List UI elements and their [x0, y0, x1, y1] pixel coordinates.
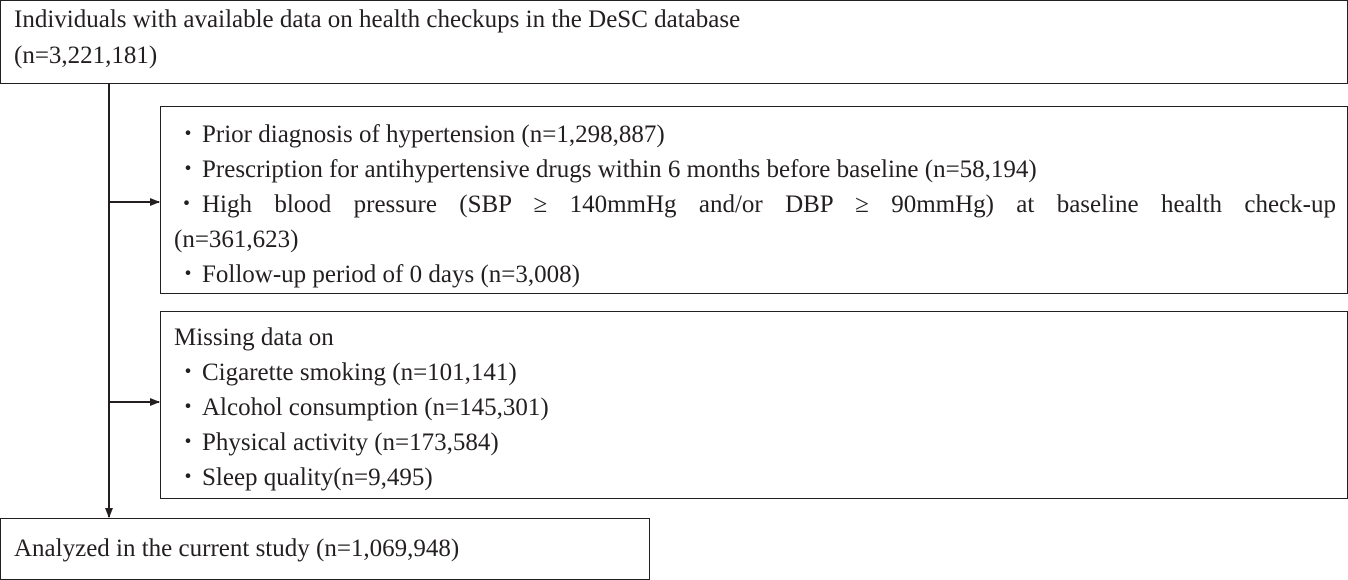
analyzed-population-text: Analyzed in the current study (n=1,069,948): [14, 535, 460, 562]
source-population-box: [0, 0, 1348, 84]
source-population-title: Individuals with available data on health checkups in the DeSC database: [14, 6, 741, 33]
missing-data-item: ・Alcohol consumption (n=145,301): [175, 394, 549, 421]
exclusion-item: ・Prescription for antihypertensive drugs within 6 months before baseline (n=58,194): [175, 156, 1037, 183]
exclusion-item: ・ High blood pressure (SBP ≥ 140mmHg and/or DBP ≥ 90mmHg) at baseline health check-up: [174, 191, 1336, 218]
missing-data-heading: Missing data on: [174, 324, 334, 351]
exclusion-item: ・Follow-up period of 0 days (n=3,008): [175, 261, 580, 288]
missing-data-item: ・Physical activity (n=173,584): [175, 429, 499, 456]
exclusion-item: ・Prior diagnosis of hypertension (n=1,298,887): [175, 121, 665, 148]
analyzed-population-box: [0, 518, 650, 580]
exclusion-criteria-box: [160, 106, 1348, 294]
source-population-count: (n=3,221,181): [14, 42, 158, 69]
missing-data-item: ・Cigarette smoking (n=101,141): [175, 359, 517, 386]
missing-data-box: [160, 311, 1348, 499]
exclusion-item-continuation: (n=361,623): [174, 226, 299, 253]
missing-data-item: ・Sleep quality(n=9,495): [175, 464, 433, 491]
